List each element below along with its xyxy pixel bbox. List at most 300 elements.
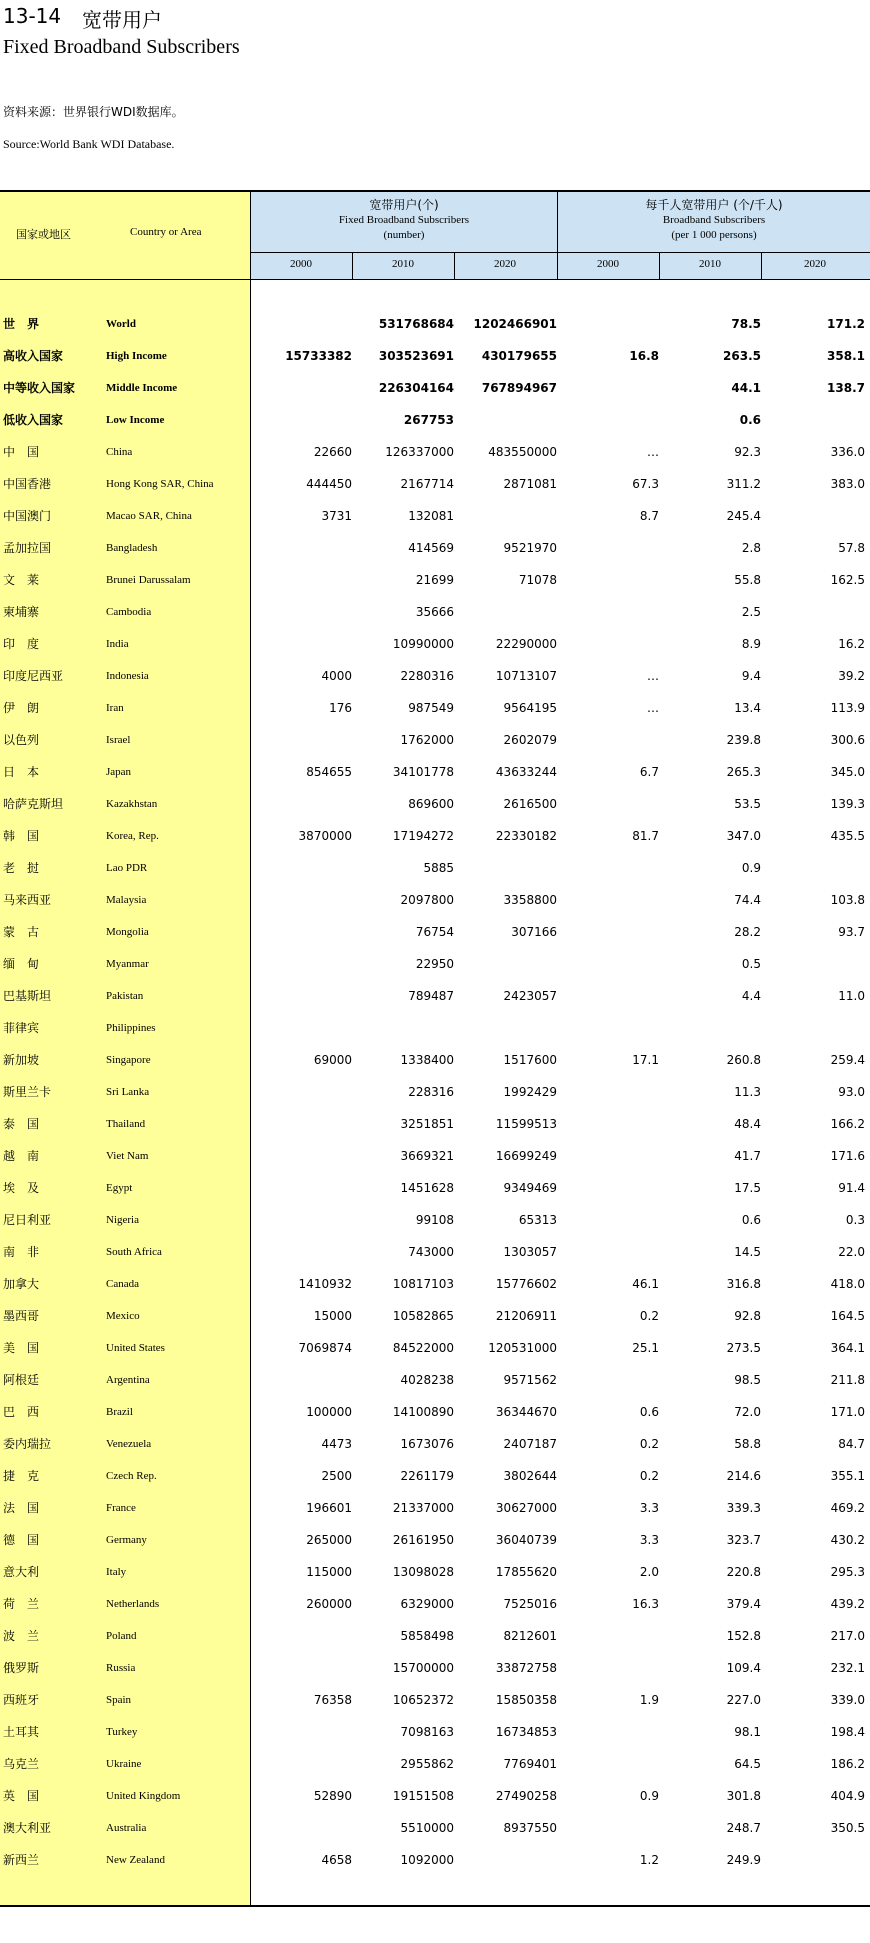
country-name-en: Cambodia — [106, 606, 152, 618]
country-name-en: Middle Income — [106, 382, 178, 394]
value-cell: 72.0 — [734, 1405, 761, 1419]
group-header-en: Fixed Broadband Subscribers — [338, 214, 470, 226]
value-cell: 347.0 — [726, 829, 761, 843]
country-name-zh: 中国澳门 — [3, 509, 52, 523]
value-cell: 120531000 — [488, 1341, 557, 1355]
table-row — [0, 476, 870, 508]
value-cell: 78.5 — [731, 317, 761, 331]
value-cell: 7098163 — [400, 1725, 454, 1739]
value-cell: 196601 — [306, 1501, 352, 1515]
value-cell: 336.0 — [830, 445, 865, 459]
value-cell: 33872758 — [495, 1661, 557, 1675]
country-name-en: Thailand — [106, 1118, 146, 1130]
table-row — [0, 1020, 870, 1052]
table-row — [0, 380, 870, 412]
value-cell: 323.7 — [726, 1533, 761, 1547]
value-cell: 531768684 — [378, 317, 454, 331]
value-cell: 48.4 — [734, 1117, 761, 1131]
value-cell: 16699249 — [495, 1149, 557, 1163]
year-header: 2020 — [494, 258, 516, 270]
value-cell: 0.3 — [845, 1213, 865, 1227]
value-cell: … — [647, 701, 659, 715]
value-cell: 99108 — [415, 1213, 454, 1227]
value-cell: 439.2 — [830, 1597, 865, 1611]
table-row — [0, 1340, 870, 1372]
country-name-en: Singapore — [106, 1054, 151, 1066]
value-cell: 27490258 — [495, 1789, 557, 1803]
country-name-en: Bangladesh — [106, 542, 158, 554]
value-cell: 113.9 — [830, 701, 865, 715]
value-cell: … — [647, 445, 659, 459]
value-cell: 22.0 — [838, 1245, 865, 1259]
country-name-en: Mongolia — [106, 926, 149, 938]
source-note-en: Source:World Bank WDI Database. — [3, 137, 175, 151]
country-name-en: Lao PDR — [106, 862, 148, 874]
value-cell: 260.8 — [726, 1053, 761, 1067]
value-cell: 1202466901 — [473, 317, 557, 331]
value-cell: 249.9 — [726, 1853, 761, 1867]
value-cell: 115000 — [306, 1565, 352, 1579]
value-cell: 21206911 — [495, 1309, 557, 1323]
value-cell: 98.1 — [734, 1725, 761, 1739]
value-cell: 260000 — [306, 1597, 352, 1611]
value-cell: 789487 — [408, 989, 454, 1003]
value-cell: 7769401 — [503, 1757, 557, 1771]
table-row — [0, 1148, 870, 1180]
value-cell: 259.4 — [830, 1053, 865, 1067]
country-name-zh: 西班牙 — [3, 1693, 40, 1707]
value-cell: 21337000 — [392, 1501, 454, 1515]
value-cell: 126337000 — [385, 445, 454, 459]
year-divider — [761, 252, 762, 279]
value-cell: 364.1 — [830, 1341, 865, 1355]
value-cell: 273.5 — [726, 1341, 761, 1355]
value-cell: 10582865 — [392, 1309, 454, 1323]
country-name-en: Kazakhstan — [106, 798, 158, 810]
value-cell: 1762000 — [400, 733, 454, 747]
value-cell: 1410932 — [298, 1277, 352, 1291]
table-top-rule — [0, 190, 870, 192]
country-name-en: World — [106, 318, 136, 330]
value-cell: 30627000 — [495, 1501, 557, 1515]
table-body — [0, 316, 870, 1884]
value-cell: 13098028 — [392, 1565, 454, 1579]
country-name-zh: 斯里兰卡 — [3, 1085, 52, 1099]
country-name-en: Australia — [106, 1822, 147, 1834]
value-cell: 22290000 — [495, 637, 557, 651]
value-cell: 430179655 — [481, 349, 557, 363]
table-row — [0, 892, 870, 924]
country-name-zh: 印 度 — [3, 637, 40, 651]
value-cell: 76358 — [313, 1693, 352, 1707]
table-row — [0, 540, 870, 572]
value-cell: 84.7 — [838, 1437, 865, 1451]
country-name-en: Spain — [106, 1694, 132, 1706]
value-cell: 138.7 — [827, 381, 865, 395]
table-row — [0, 1180, 870, 1212]
value-cell: 26161950 — [392, 1533, 454, 1547]
value-cell: 84522000 — [392, 1341, 454, 1355]
year-header: 2010 — [699, 258, 721, 270]
country-name-en: Japan — [106, 766, 132, 778]
value-cell: 854655 — [306, 765, 352, 779]
value-cell: 8.7 — [639, 509, 659, 523]
country-name-zh: 孟加拉国 — [3, 541, 52, 555]
table-row — [0, 636, 870, 668]
table-row — [0, 1404, 870, 1436]
value-cell: 103.8 — [830, 893, 865, 907]
value-cell: 226304164 — [378, 381, 454, 395]
country-name-zh: 乌克兰 — [3, 1757, 40, 1771]
country-name-en: Turkey — [106, 1726, 138, 1738]
country-name-zh: 澳大利亚 — [3, 1821, 52, 1835]
value-cell: 217.0 — [830, 1629, 865, 1643]
value-cell: 15000 — [313, 1309, 352, 1323]
table-row — [0, 444, 870, 476]
value-cell: 16.3 — [632, 1597, 659, 1611]
value-cell: 0.6 — [739, 413, 761, 427]
country-name-en: South Africa — [106, 1246, 162, 1258]
country-name-zh: 老 挝 — [3, 861, 40, 875]
value-cell: 132081 — [408, 509, 454, 523]
country-name-zh: 荷 兰 — [3, 1597, 40, 1611]
country-name-en: Israel — [106, 734, 131, 746]
value-cell: 379.4 — [726, 1597, 761, 1611]
table-row — [0, 1372, 870, 1404]
table-row — [0, 1244, 870, 1276]
country-name-zh: 韩 国 — [3, 829, 40, 843]
value-cell: 93.0 — [838, 1085, 865, 1099]
country-name-en: Italy — [106, 1566, 127, 1578]
country-name-zh: 新西兰 — [3, 1853, 40, 1867]
country-name-en: Russia — [106, 1662, 136, 1674]
header-bottom-rule — [0, 279, 870, 280]
table-row — [0, 700, 870, 732]
value-cell: 211.8 — [830, 1373, 865, 1387]
value-cell: 92.3 — [734, 445, 761, 459]
page-title-zh: 宽带用户 — [82, 8, 162, 32]
table-row — [0, 1116, 870, 1148]
country-name-en: Low Income — [106, 414, 165, 426]
country-name-en: Pakistan — [106, 990, 144, 1002]
value-cell: 64.5 — [734, 1757, 761, 1771]
value-cell: 1.2 — [639, 1853, 659, 1867]
value-cell: 987549 — [408, 701, 454, 715]
country-name-zh: 南 非 — [3, 1245, 40, 1259]
table-row — [0, 1276, 870, 1308]
value-cell: 3251851 — [400, 1117, 454, 1131]
value-cell: 0.2 — [639, 1309, 659, 1323]
value-cell: 0.2 — [639, 1437, 659, 1451]
country-name-zh: 马来西亚 — [3, 893, 52, 907]
value-cell: 9521970 — [503, 541, 557, 555]
country-name-zh: 埃 及 — [3, 1181, 40, 1195]
value-cell: 41.7 — [734, 1149, 761, 1163]
value-cell: 22660 — [313, 445, 352, 459]
table-row — [0, 1660, 870, 1692]
value-cell: 35666 — [415, 605, 454, 619]
country-name-en: United States — [106, 1342, 165, 1354]
country-name-zh: 低收入国家 — [3, 413, 64, 427]
country-name-zh: 菲律宾 — [3, 1021, 40, 1035]
country-name-zh: 中国香港 — [3, 477, 52, 491]
value-cell: 4658 — [321, 1853, 352, 1867]
value-cell: 5885 — [423, 861, 454, 875]
value-cell: 8.9 — [741, 637, 761, 651]
value-cell: 5858498 — [400, 1629, 454, 1643]
table-row — [0, 924, 870, 956]
value-cell: 10817103 — [392, 1277, 454, 1291]
country-name-en: Venezuela — [106, 1438, 152, 1450]
table-row — [0, 348, 870, 380]
value-cell: 7525016 — [503, 1597, 557, 1611]
value-cell: 295.3 — [830, 1565, 865, 1579]
value-cell: 2.0 — [639, 1565, 659, 1579]
table-row — [0, 796, 870, 828]
country-name-zh: 中 国 — [3, 445, 40, 459]
value-cell: 16.8 — [629, 349, 659, 363]
value-cell: 11599513 — [495, 1117, 557, 1131]
value-cell: 17194272 — [392, 829, 454, 843]
value-cell: 339.3 — [726, 1501, 761, 1515]
value-cell: 2500 — [321, 1469, 352, 1483]
value-cell: 1517600 — [503, 1053, 557, 1067]
table-row — [0, 412, 870, 444]
value-cell: 36040739 — [495, 1533, 557, 1547]
value-cell: 2097800 — [400, 893, 454, 907]
value-cell: 3358800 — [503, 893, 557, 907]
value-cell: 17.5 — [734, 1181, 761, 1195]
country-name-zh: 美 国 — [3, 1341, 40, 1355]
value-cell: 220.8 — [726, 1565, 761, 1579]
value-cell: 43633244 — [495, 765, 557, 779]
table-row — [0, 988, 870, 1020]
value-cell: 28.2 — [734, 925, 761, 939]
value-cell: 311.2 — [726, 477, 761, 491]
country-name-zh: 尼日利亚 — [3, 1213, 52, 1227]
country-name-en: Mexico — [106, 1310, 140, 1322]
value-cell: 15850358 — [495, 1693, 557, 1707]
country-name-zh: 柬埔寨 — [3, 605, 40, 619]
value-cell: 17855620 — [495, 1565, 557, 1579]
table-bottom-rule — [0, 1905, 870, 1907]
value-cell: 6329000 — [400, 1597, 454, 1611]
value-cell: 166.2 — [830, 1117, 865, 1131]
country-name-en: Poland — [106, 1630, 137, 1642]
value-cell: 767894967 — [481, 381, 557, 395]
value-cell: 8937550 — [503, 1821, 557, 1835]
country-name-zh: 印度尼西亚 — [3, 669, 64, 683]
table-row — [0, 1084, 870, 1116]
value-cell: 9571562 — [503, 1373, 557, 1387]
value-cell: 1338400 — [400, 1053, 454, 1067]
value-cell: 46.1 — [632, 1277, 659, 1291]
country-name-zh: 墨西哥 — [3, 1309, 40, 1323]
country-name-en: Iran — [106, 702, 124, 714]
value-cell: 11.3 — [734, 1085, 761, 1099]
value-cell: 13.4 — [734, 701, 761, 715]
value-cell: 1303057 — [503, 1245, 557, 1259]
value-cell: 171.0 — [830, 1405, 865, 1419]
value-cell: 198.4 — [830, 1725, 865, 1739]
value-cell: 109.4 — [726, 1661, 761, 1675]
value-cell: 14.5 — [734, 1245, 761, 1259]
value-cell: 164.5 — [830, 1309, 865, 1323]
value-cell: 171.2 — [827, 317, 865, 331]
value-cell: 383.0 — [830, 477, 865, 491]
country-name-zh: 以色列 — [3, 733, 40, 747]
value-cell: 263.5 — [723, 349, 761, 363]
table-number: 13-14 — [3, 4, 62, 28]
country-name-zh: 委内瑞拉 — [3, 1437, 52, 1451]
value-cell: 2.8 — [741, 541, 761, 555]
value-cell: 93.7 — [838, 925, 865, 939]
value-cell: 162.5 — [830, 573, 865, 587]
table-row — [0, 1532, 870, 1564]
value-cell: 152.8 — [726, 1629, 761, 1643]
value-cell: 34101778 — [392, 765, 454, 779]
value-cell: 404.9 — [830, 1789, 865, 1803]
table-row — [0, 1436, 870, 1468]
value-cell: 7069874 — [298, 1341, 352, 1355]
country-name-en: Hong Kong SAR, China — [106, 478, 214, 490]
table-row — [0, 1788, 870, 1820]
country-name-en: Canada — [106, 1278, 139, 1290]
country-name-en: United Kingdom — [106, 1790, 181, 1802]
table-row — [0, 1212, 870, 1244]
table-row — [0, 604, 870, 636]
value-cell: 430.2 — [830, 1533, 865, 1547]
country-name-en: Brunei Darussalam — [106, 574, 191, 586]
value-cell: 214.6 — [726, 1469, 761, 1483]
country-name-zh: 巴基斯坦 — [3, 989, 52, 1003]
value-cell: 0.9 — [741, 861, 761, 875]
country-name-zh: 蒙 古 — [3, 925, 40, 939]
country-name-en: Myanmar — [106, 958, 149, 970]
country-name-zh: 泰 国 — [3, 1117, 40, 1131]
value-cell: 92.8 — [734, 1309, 761, 1323]
country-name-zh: 波 兰 — [3, 1629, 40, 1643]
value-cell: 4028238 — [400, 1373, 454, 1387]
country-name-en: Malaysia — [106, 894, 147, 906]
value-cell: 2955862 — [400, 1757, 454, 1771]
country-name-en: High Income — [106, 350, 167, 362]
value-cell: 3731 — [321, 509, 352, 523]
value-cell: 53.5 — [734, 797, 761, 811]
value-cell: 316.8 — [726, 1277, 761, 1291]
table-row — [0, 316, 870, 348]
value-cell: 267753 — [403, 413, 454, 427]
value-cell: 743000 — [408, 1245, 454, 1259]
value-cell: 4.4 — [741, 989, 761, 1003]
table-row — [0, 1692, 870, 1724]
value-cell: 232.1 — [830, 1661, 865, 1675]
value-cell: 55.8 — [734, 573, 761, 587]
value-cell: 9.4 — [741, 669, 761, 683]
value-cell: 100000 — [306, 1405, 352, 1419]
table-row — [0, 828, 870, 860]
value-cell: 1673076 — [400, 1437, 454, 1451]
value-cell: 869600 — [408, 797, 454, 811]
table-row — [0, 956, 870, 988]
value-cell: 25.1 — [632, 1341, 659, 1355]
table-row — [0, 1500, 870, 1532]
value-cell: 58.8 — [734, 1437, 761, 1451]
country-name-zh: 土耳其 — [3, 1725, 40, 1739]
value-cell: 14100890 — [392, 1405, 454, 1419]
group-header-rule — [250, 252, 870, 253]
country-name-en: Nigeria — [106, 1214, 139, 1226]
country-name-en: New Zealand — [106, 1854, 165, 1866]
value-cell: 10990000 — [392, 637, 454, 651]
country-name-zh: 日 本 — [3, 765, 40, 779]
country-name-zh: 伊 朗 — [3, 701, 40, 715]
value-cell: 418.0 — [830, 1277, 865, 1291]
value-cell: 4000 — [321, 669, 352, 683]
country-name-zh: 法 国 — [3, 1501, 40, 1515]
value-cell: 0.5 — [741, 957, 761, 971]
value-cell: 9564195 — [503, 701, 557, 715]
value-cell: 10713107 — [495, 669, 557, 683]
value-cell: 228316 — [408, 1085, 454, 1099]
value-cell: 2423057 — [503, 989, 557, 1003]
value-cell: 9349469 — [503, 1181, 557, 1195]
country-name-en: Sri Lanka — [106, 1086, 150, 1098]
value-cell: 3669321 — [400, 1149, 454, 1163]
value-cell: 2280316 — [400, 669, 454, 683]
value-cell: 67.3 — [632, 477, 659, 491]
value-cell: 339.0 — [830, 1693, 865, 1707]
country-name-zh: 文 莱 — [3, 573, 40, 587]
table-row — [0, 1596, 870, 1628]
value-cell: 2407187 — [503, 1437, 557, 1451]
year-header: 2000 — [290, 258, 312, 270]
table-row — [0, 1852, 870, 1884]
country-name-en: Ukraine — [106, 1758, 142, 1770]
value-cell: 300.6 — [830, 733, 865, 747]
year-header: 2010 — [392, 258, 414, 270]
value-cell: 76754 — [415, 925, 454, 939]
country-name-zh: 捷 克 — [3, 1469, 40, 1483]
value-cell: 0.9 — [639, 1789, 659, 1803]
table-row — [0, 572, 870, 604]
value-cell: 345.0 — [830, 765, 865, 779]
page-title-en: Fixed Broadband Subscribers — [3, 36, 240, 58]
country-name-en: Netherlands — [106, 1598, 160, 1610]
value-cell: 358.1 — [827, 349, 865, 363]
value-cell: 0.6 — [639, 1405, 659, 1419]
value-cell: 4473 — [321, 1437, 352, 1451]
table-row — [0, 1724, 870, 1756]
value-cell: 239.8 — [726, 733, 761, 747]
value-cell: 2.5 — [741, 605, 761, 619]
value-cell: 3802644 — [503, 1469, 557, 1483]
value-cell: 245.4 — [726, 509, 761, 523]
value-cell: 469.2 — [830, 1501, 865, 1515]
value-cell: 1992429 — [503, 1085, 557, 1099]
group-header-per-thousand — [558, 198, 870, 243]
country-name-zh: 缅 甸 — [3, 957, 40, 971]
value-cell: 17.1 — [632, 1053, 659, 1067]
value-cell: 483550000 — [488, 445, 557, 459]
country-name-en: Philippines — [106, 1022, 156, 1034]
value-cell: 2261179 — [400, 1469, 454, 1483]
label-header-en: Country or Area — [130, 226, 202, 238]
value-cell: 3870000 — [298, 829, 352, 843]
value-cell: 139.3 — [830, 797, 865, 811]
value-cell: 1.9 — [639, 1693, 659, 1707]
group-header-zh: 宽带用户(个) — [369, 198, 439, 212]
